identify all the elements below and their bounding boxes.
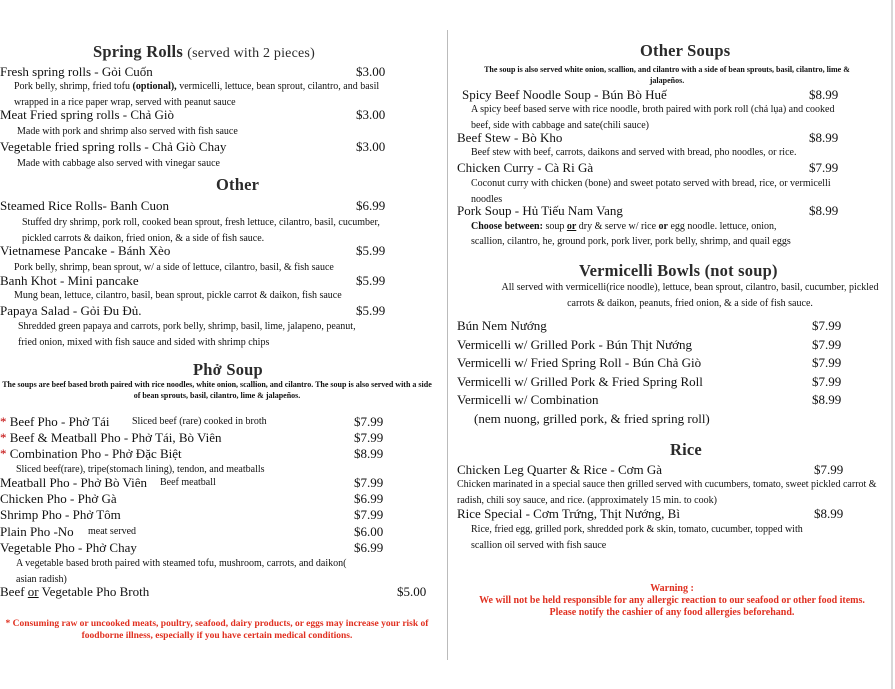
item-price-combination-pho: $8.99 [354,446,384,461]
item-row-beef-meatball-pho: * Beef & Meatball Pho - Phở Tái, Bò Viên [0,430,222,445]
item-name-chicken-leg-quarter-rice: Chicken Leg Quarter & Rice - Cơm Gà [457,462,663,477]
section-title-rice: Rice [670,440,702,459]
item-price-papaya-salad: $5.99 [356,303,386,318]
item-price-rice-special: $8.99 [814,506,844,521]
item-price-fresh-spring-rolls: $3.00 [356,64,386,79]
other-soups-note: The soup is also served white onion, scallion, and cilantro with a side of bean sprouts, basil, cilantro, lime & jalapeños. [484,65,850,85]
item-price-meatball-pho: $7.99 [354,475,384,490]
item-name-meat-fried-spring-rolls: Meat Fried spring rolls - Chả Giò [0,107,175,122]
item-desc-steamed-rice-rolls: Stuffed dry shrimp, pork roll, cooked bean sprout, fresh lettuce, cilantro, basil, cucumber, pickled carrots & daikon, fried onion, & a side of fish sauce. [22,217,380,244]
item-price-meat-fried-spring-rolls: $3.00 [356,107,386,122]
item-desc-papaya-salad: Shredded green papaya and carrots, pork belly, shrimp, basil, lime, jalapeno, peanut, fried onion, mixed with fish sauce and sided with shrimp chips [18,321,356,348]
pork-soup-choose-line-2: scallion, cilantro, he, ground pork, pork liver, pork belly, shrimp, and quail eggs [471,236,791,247]
item-price-vermicelli-fried-spring-roll: $7.99 [812,355,842,370]
item-price-chicken-leg-quarter-rice: $7.99 [814,462,844,477]
item-price-beef-meatball-pho: $7.99 [354,430,384,445]
item-name-rice-special: Rice Special - Cơm Trứng, Thịt Nướng, Bì [457,506,680,521]
vermicelli-combination-note: (nem nuong, grilled pork, & fried spring roll) [474,411,710,426]
item-row-plain-pho: Plain Pho -No meat served [0,524,137,539]
item-price-beef-pho: $7.99 [354,414,384,429]
pho-soup-note: The soups are beef based broth paired with rice noodles, white onion, scallion, and cilantro. The soup is also served with a side of bean sprouts, basil, cilantro, lime & jalapeños. [2,380,432,400]
item-desc-vietnamese-pancake: Pork belly, shrimp, bean sprout, w/ a side of lettuce, cilantro, basil, & fish sauce [14,262,334,273]
item-name-shrimp-pho: Shrimp Pho - Phở Tôm [0,507,121,522]
item-name-fresh-spring-rolls: Fresh spring rolls - Gỏi Cuốn [0,64,153,79]
item-name-spicy-beef-noodle-soup: Spicy Beef Noodle Soup - Bún Bò Huế [462,87,667,102]
item-name-vietnamese-pancake: Vietnamese Pancake - Bánh Xèo [0,243,171,258]
item-name-chicken-pho: Chicken Pho - Phở Gà [0,491,117,506]
right-column [452,0,892,689]
pork-soup-choose-line: Choose between: soup or dry & serve w/ rice or egg noodle. lettuce, onion, [471,221,777,232]
item-price-plain-pho: $6.00 [354,524,384,539]
item-desc-chicken-leg-quarter-rice: Chicken marinated in a special sauce then grilled served with cucumbers, tomato, sweet pickled carrot & radish, chili soy sauce, and rice. (approximately 15 min. to cook) [457,479,877,506]
item-price-steamed-rice-rolls: $6.99 [356,198,386,213]
allergy-warning-line-1: We will not be held responsible for any allergic reaction to our seafood or other food items. [479,595,865,606]
item-name-banh-khot: Banh Khot - Mini pancake [0,273,139,288]
item-row-beef-pho: * Beef Pho - Phở Tái Sliced beef (rare) cooked in broth [0,414,267,429]
item-row-meatball-pho: Meatball Pho - Phở Bò Viên Beef meatball [0,475,216,490]
item-price-bun-nem-nuong: $7.99 [812,318,842,333]
allergy-warning [452,583,892,619]
item-name-pork-soup: Pork Soup - Hủ Tiếu Nam Vang [457,203,623,218]
item-desc-combination-pho: Sliced beef(rare), tripe(stomach lining), tendon, and meatballs [16,464,265,475]
item-row-pho-broth: Beef or Vegetable Pho Broth [0,584,150,599]
item-desc-vegetable-pho: A vegetable based broth paired with steamed tofu, mushroom, carrots, and daikon( asian radish) [16,558,347,585]
section-title-spring-rolls: Spring Rolls (served with 2 pieces) [93,42,315,61]
item-price-chicken-pho: $6.99 [354,491,384,506]
item-desc-beef-stew: Beef stew with beef, carrots, daikons and served with bread, pho noodles, or rice. [471,147,797,158]
item-price-vegetable-fried-spring-rolls: $3.00 [356,139,386,154]
item-desc-banh-khot: Mung bean, lettuce, cilantro, basil, bean sprout, pickle carrot & daikon, fish sauce [14,290,342,301]
item-name-vermicelli-combination: Vermicelli w/ Combination [457,392,599,407]
item-desc-chicken-curry: Coconut curry with chicken (bone) and sweet potato served with bread, rice, or vermicelli noodles [471,178,831,205]
vermicelli-note: All served with vermicelli(rice noodle), lettuce, bean sprout, cilantro, basil, cucumber, pickled carrots & daikon, peanuts, fried onion, & a side of fish sauce. [501,282,879,309]
item-price-pork-soup: $8.99 [809,203,839,218]
item-price-pho-broth: $5.00 [397,584,427,599]
item-price-vermicelli-combination: $8.99 [812,392,842,407]
item-price-vermicelli-grilled-pork: $7.99 [812,337,842,352]
item-row-combination-pho: * Combination Pho - Phở Đặc Biệt [0,446,182,461]
item-name-vermicelli-fried-spring-roll: Vermicelli w/ Fried Spring Roll - Bún Chả Giò [457,355,702,370]
item-price-vietnamese-pancake: $5.99 [356,243,386,258]
item-price-vermicelli-pork-and-roll: $7.99 [812,374,842,389]
allergy-warning-line-2: Please notify the cashier of any food allergies beforehand. [549,607,795,618]
item-desc-vegetable-fried-spring-rolls: Made with cabbage also served with vinegar sauce [17,158,220,169]
item-name-vegetable-fried-spring-rolls: Vegetable fried spring rolls - Chả Giò Chay [0,139,227,154]
section-title-other: Other [216,175,260,194]
section-title-vermicelli-bowls: Vermicelli Bowls (not soup) [579,261,778,280]
item-desc-fresh-spring-rolls: Pork belly, shrimp, fried tofu (optional), vermicelli, lettuce, bean sprout, cilantro, and basil wrapped in a rice paper wrap, served with peanut sauce [14,81,380,108]
item-price-shrimp-pho: $7.99 [354,507,384,522]
allergy-warning-title: Warning : [650,583,694,594]
item-price-beef-stew: $8.99 [809,130,839,145]
consumption-warning: * Consuming raw or uncooked meats, poultry, seafood, dairy products, or eggs may increase your risk of foodborne illness, especially if you have certain medical conditions. [5,619,429,641]
item-name-papaya-salad: Papaya Salad - Gỏi Đu Đủ. [0,303,142,318]
item-name-beef-stew: Beef Stew - Bò Kho [457,130,563,145]
item-price-chicken-curry: $7.99 [809,160,839,175]
item-name-bun-nem-nuong: Bún Nem Nướng [457,318,547,333]
item-name-vermicelli-pork-and-roll: Vermicelli w/ Grilled Pork & Fried Spring Roll [457,374,703,389]
item-desc-meat-fried-spring-rolls: Made with pork and shrimp also served with fish sauce [17,126,238,137]
left-column [0,0,445,689]
item-price-vegetable-pho: $6.99 [354,540,384,555]
item-name-vegetable-pho: Vegetable Pho - Phở Chay [0,540,137,555]
column-divider [447,30,448,660]
item-desc-spicy-beef-noodle-soup: A spicy beef based serve with rice noodle, broth paired with pork roll (chả lụa) and cooked beef, side with cabbage and sate(chili sauce) [471,104,835,131]
item-price-banh-khot: $5.99 [356,273,386,288]
section-title-pho-soup: Phở Soup [193,360,263,379]
item-name-vermicelli-grilled-pork: Vermicelli w/ Grilled Pork - Bún Thịt Nướng [457,337,693,352]
item-price-spicy-beef-noodle-soup: $8.99 [809,87,839,102]
item-name-steamed-rice-rolls: Steamed Rice Rolls- Banh Cuon [0,198,169,213]
item-desc-rice-special: Rice, fried egg, grilled pork, shredded pork & skin, tomato, cucumber, topped with scallion oil served with fish sauce [471,524,803,551]
section-title-other-soups: Other Soups [640,41,731,60]
item-name-chicken-curry: Chicken Curry - Cà Ri Gà [457,160,594,175]
